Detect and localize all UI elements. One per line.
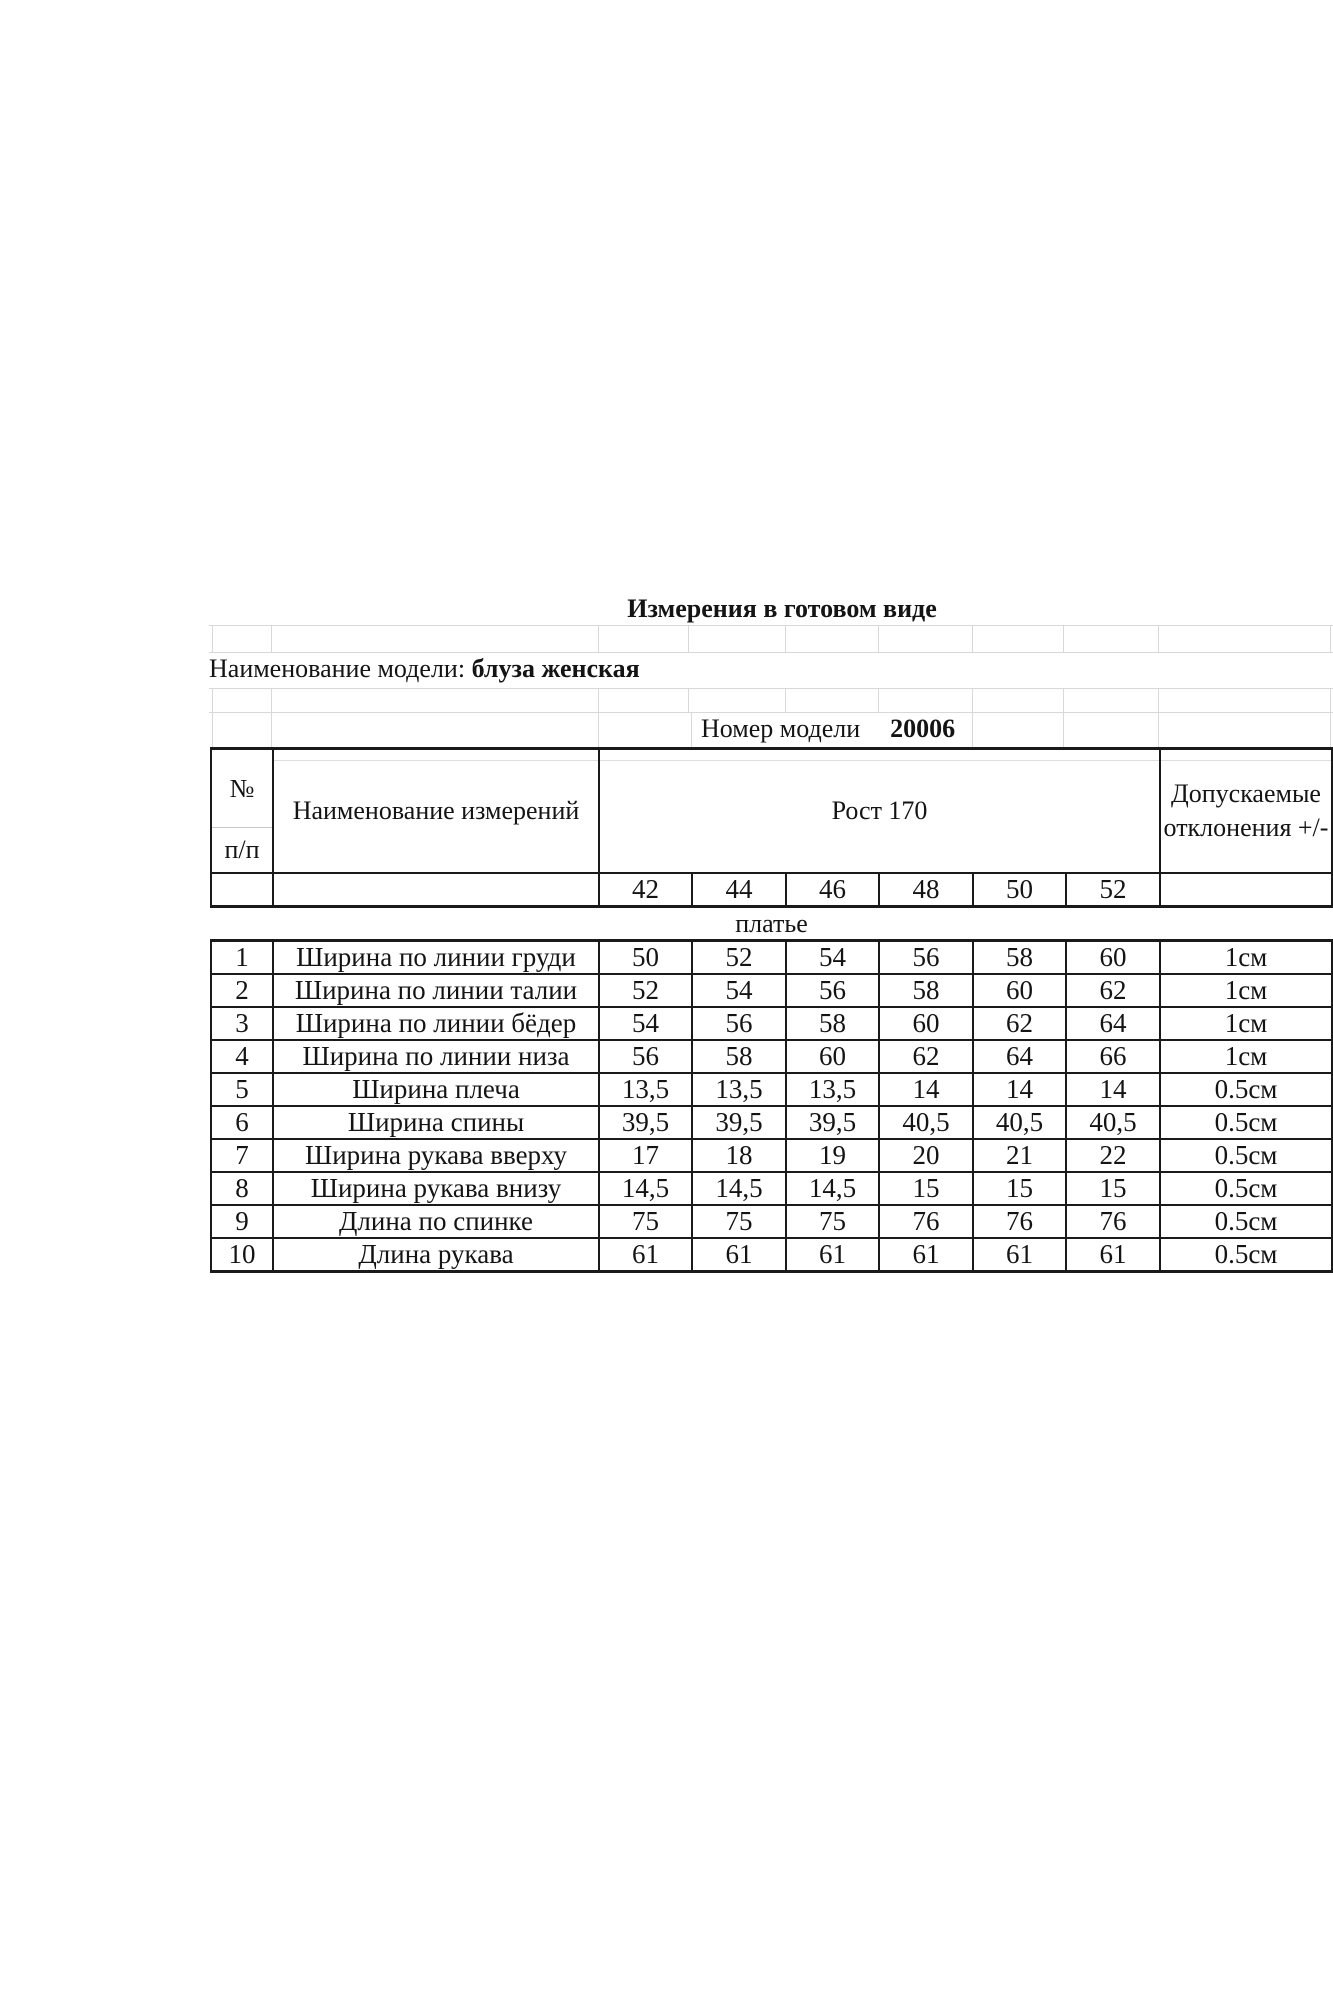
gridline bbox=[209, 688, 1333, 689]
section-label: платье bbox=[211, 907, 1332, 941]
gridline bbox=[785, 688, 786, 712]
measurements-table bbox=[210, 747, 1333, 1273]
gridline bbox=[271, 688, 272, 712]
tolerance-cell: 0.5см bbox=[1160, 1172, 1332, 1205]
measurement-name-cell: Ширина по линии груди bbox=[273, 941, 599, 975]
value-cell: 61 bbox=[786, 1238, 879, 1272]
value-cell: 40,5 bbox=[1066, 1106, 1160, 1139]
size-cell: 42 bbox=[599, 873, 692, 907]
gridline bbox=[1330, 712, 1331, 747]
table-sizes-row bbox=[211, 873, 1332, 907]
row-number-cell: 8 bbox=[211, 1172, 273, 1205]
value-cell: 13,5 bbox=[599, 1073, 692, 1106]
gridline bbox=[209, 625, 1333, 626]
value-cell: 20 bbox=[879, 1139, 973, 1172]
measurement-name-cell: Ширина по линии талии bbox=[273, 974, 599, 1007]
value-cell: 56 bbox=[786, 974, 879, 1007]
value-cell: 54 bbox=[692, 974, 786, 1007]
measurement-name-cell: Ширина по линии низа bbox=[273, 1040, 599, 1073]
gridline bbox=[878, 625, 879, 652]
row-number-cell: 9 bbox=[211, 1205, 273, 1238]
model-number-line bbox=[701, 713, 955, 745]
value-cell: 22 bbox=[1066, 1139, 1160, 1172]
tolerance-cell: 0.5см bbox=[1160, 1106, 1332, 1139]
value-cell: 60 bbox=[973, 974, 1066, 1007]
empty-cell bbox=[211, 873, 273, 907]
table-row bbox=[211, 1007, 1332, 1040]
value-cell: 40,5 bbox=[879, 1106, 973, 1139]
value-cell: 75 bbox=[786, 1205, 879, 1238]
value-cell: 58 bbox=[973, 941, 1066, 975]
measurement-name-cell: Длина рукава bbox=[273, 1238, 599, 1272]
value-cell: 56 bbox=[879, 941, 973, 975]
gridline bbox=[598, 625, 599, 652]
value-cell: 50 bbox=[599, 941, 692, 975]
gridline bbox=[878, 688, 879, 712]
measurement-name-cell: Ширина спины bbox=[273, 1106, 599, 1139]
value-cell: 54 bbox=[599, 1007, 692, 1040]
gridline bbox=[688, 688, 689, 712]
column-header-height: Рост 170 bbox=[599, 749, 1160, 874]
value-cell: 60 bbox=[1066, 941, 1160, 975]
value-cell: 60 bbox=[786, 1040, 879, 1073]
value-cell: 14,5 bbox=[692, 1172, 786, 1205]
row-number-cell: 10 bbox=[211, 1238, 273, 1272]
table-row bbox=[211, 1139, 1332, 1172]
table-row bbox=[211, 1073, 1332, 1106]
value-cell: 39,5 bbox=[692, 1106, 786, 1139]
gridline bbox=[1330, 625, 1331, 652]
gridline bbox=[598, 712, 599, 747]
gridline bbox=[972, 625, 973, 652]
value-cell: 61 bbox=[973, 1238, 1066, 1272]
row-number-cell: 1 bbox=[211, 941, 273, 975]
column-header-number-line2: п/п bbox=[224, 835, 260, 864]
model-name-value: блуза женская bbox=[471, 654, 640, 683]
tolerance-cell: 0.5см bbox=[1160, 1139, 1332, 1172]
gridline bbox=[688, 625, 689, 652]
value-cell: 61 bbox=[879, 1238, 973, 1272]
gridline bbox=[598, 688, 599, 712]
value-cell: 15 bbox=[1066, 1172, 1160, 1205]
value-cell: 18 bbox=[692, 1139, 786, 1172]
tolerance-cell: 1см bbox=[1160, 974, 1332, 1007]
row-number-cell: 5 bbox=[211, 1073, 273, 1106]
value-cell: 62 bbox=[1066, 974, 1160, 1007]
model-number-label: Номер модели bbox=[701, 714, 861, 743]
value-cell: 66 bbox=[1066, 1040, 1160, 1073]
value-cell: 14 bbox=[1066, 1073, 1160, 1106]
value-cell: 64 bbox=[973, 1040, 1066, 1073]
gridline bbox=[972, 712, 973, 747]
value-cell: 54 bbox=[786, 941, 879, 975]
value-cell: 15 bbox=[879, 1172, 973, 1205]
table-row bbox=[211, 1040, 1332, 1073]
value-cell: 21 bbox=[973, 1139, 1066, 1172]
table-row bbox=[211, 1238, 1332, 1272]
value-cell: 61 bbox=[599, 1238, 692, 1272]
column-header-number bbox=[211, 749, 273, 874]
table-row bbox=[211, 1106, 1332, 1139]
gridline bbox=[271, 625, 272, 652]
value-cell: 76 bbox=[973, 1205, 1066, 1238]
empty-cell bbox=[1160, 873, 1332, 907]
gridline bbox=[1063, 712, 1064, 747]
row-number-cell: 6 bbox=[211, 1106, 273, 1139]
column-header-number-line1: № bbox=[212, 750, 272, 828]
value-cell: 58 bbox=[786, 1007, 879, 1040]
value-cell: 75 bbox=[692, 1205, 786, 1238]
size-cell: 52 bbox=[1066, 873, 1160, 907]
model-name-label: Наименование модели: bbox=[209, 654, 466, 683]
table-section-row bbox=[211, 907, 1332, 941]
table-row bbox=[211, 941, 1332, 975]
gridline bbox=[212, 712, 213, 747]
gridline bbox=[1158, 688, 1159, 712]
value-cell: 39,5 bbox=[786, 1106, 879, 1139]
value-cell: 13,5 bbox=[786, 1073, 879, 1106]
value-cell: 61 bbox=[1066, 1238, 1160, 1272]
row-number-cell: 3 bbox=[211, 1007, 273, 1040]
value-cell: 62 bbox=[879, 1040, 973, 1073]
value-cell: 13,5 bbox=[692, 1073, 786, 1106]
gridline bbox=[1330, 688, 1331, 712]
value-cell: 62 bbox=[973, 1007, 1066, 1040]
model-name-line bbox=[209, 653, 640, 685]
tolerance-cell: 0.5см bbox=[1160, 1205, 1332, 1238]
value-cell: 61 bbox=[692, 1238, 786, 1272]
value-cell: 15 bbox=[973, 1172, 1066, 1205]
tolerance-cell: 1см bbox=[1160, 941, 1332, 975]
empty-cell bbox=[273, 873, 599, 907]
size-cell: 48 bbox=[879, 873, 973, 907]
value-cell: 64 bbox=[1066, 1007, 1160, 1040]
value-cell: 58 bbox=[879, 974, 973, 1007]
value-cell: 60 bbox=[879, 1007, 973, 1040]
value-cell: 19 bbox=[786, 1139, 879, 1172]
gridline bbox=[1063, 625, 1064, 652]
gridline bbox=[1063, 688, 1064, 712]
tolerance-cell: 1см bbox=[1160, 1040, 1332, 1073]
measurement-name-cell: Ширина по линии бёдер bbox=[273, 1007, 599, 1040]
gridline bbox=[785, 625, 786, 652]
value-cell: 14,5 bbox=[599, 1172, 692, 1205]
value-cell: 17 bbox=[599, 1139, 692, 1172]
measurement-name-cell: Ширина рукава внизу bbox=[273, 1172, 599, 1205]
gridline bbox=[1158, 625, 1159, 652]
tolerance-cell: 0.5см bbox=[1160, 1073, 1332, 1106]
size-cell: 44 bbox=[692, 873, 786, 907]
column-header-tolerance-line2: отклонения +/- bbox=[1163, 813, 1329, 842]
value-cell: 14,5 bbox=[786, 1172, 879, 1205]
value-cell: 14 bbox=[973, 1073, 1066, 1106]
size-cell: 50 bbox=[973, 873, 1066, 907]
measurement-name-cell: Длина по спинке bbox=[273, 1205, 599, 1238]
table-row bbox=[211, 974, 1332, 1007]
tolerance-cell: 0.5см bbox=[1160, 1238, 1332, 1272]
value-cell: 56 bbox=[692, 1007, 786, 1040]
value-cell: 52 bbox=[599, 974, 692, 1007]
gridline bbox=[212, 688, 213, 712]
page-title: Измерения в готовом виде bbox=[627, 594, 937, 623]
value-cell: 75 bbox=[599, 1205, 692, 1238]
gridline bbox=[691, 712, 692, 747]
value-cell: 56 bbox=[599, 1040, 692, 1073]
gridline bbox=[271, 712, 272, 747]
value-cell: 76 bbox=[879, 1205, 973, 1238]
value-cell: 40,5 bbox=[973, 1106, 1066, 1139]
value-cell: 14 bbox=[879, 1073, 973, 1106]
row-number-cell: 7 bbox=[211, 1139, 273, 1172]
value-cell: 76 bbox=[1066, 1205, 1160, 1238]
row-number-cell: 2 bbox=[211, 974, 273, 1007]
column-header-tolerance bbox=[1160, 749, 1332, 874]
value-cell: 52 bbox=[692, 941, 786, 975]
model-number-value: 20006 bbox=[890, 714, 956, 743]
tolerance-cell: 1см bbox=[1160, 1007, 1332, 1040]
value-cell: 39,5 bbox=[599, 1106, 692, 1139]
gridline bbox=[1158, 712, 1159, 747]
size-cell: 46 bbox=[786, 873, 879, 907]
table-row bbox=[211, 1205, 1332, 1238]
column-header-measurements: Наименование измерений bbox=[273, 749, 599, 874]
measurement-name-cell: Ширина рукава вверху bbox=[273, 1139, 599, 1172]
table-row bbox=[211, 1172, 1332, 1205]
measurement-name-cell: Ширина плеча bbox=[273, 1073, 599, 1106]
value-cell: 58 bbox=[692, 1040, 786, 1073]
gridline bbox=[972, 688, 973, 712]
gridline bbox=[212, 625, 213, 652]
row-number-cell: 4 bbox=[211, 1040, 273, 1073]
column-header-tolerance-line1: Допускаемые bbox=[1171, 779, 1321, 808]
table-header-row bbox=[211, 749, 1332, 874]
